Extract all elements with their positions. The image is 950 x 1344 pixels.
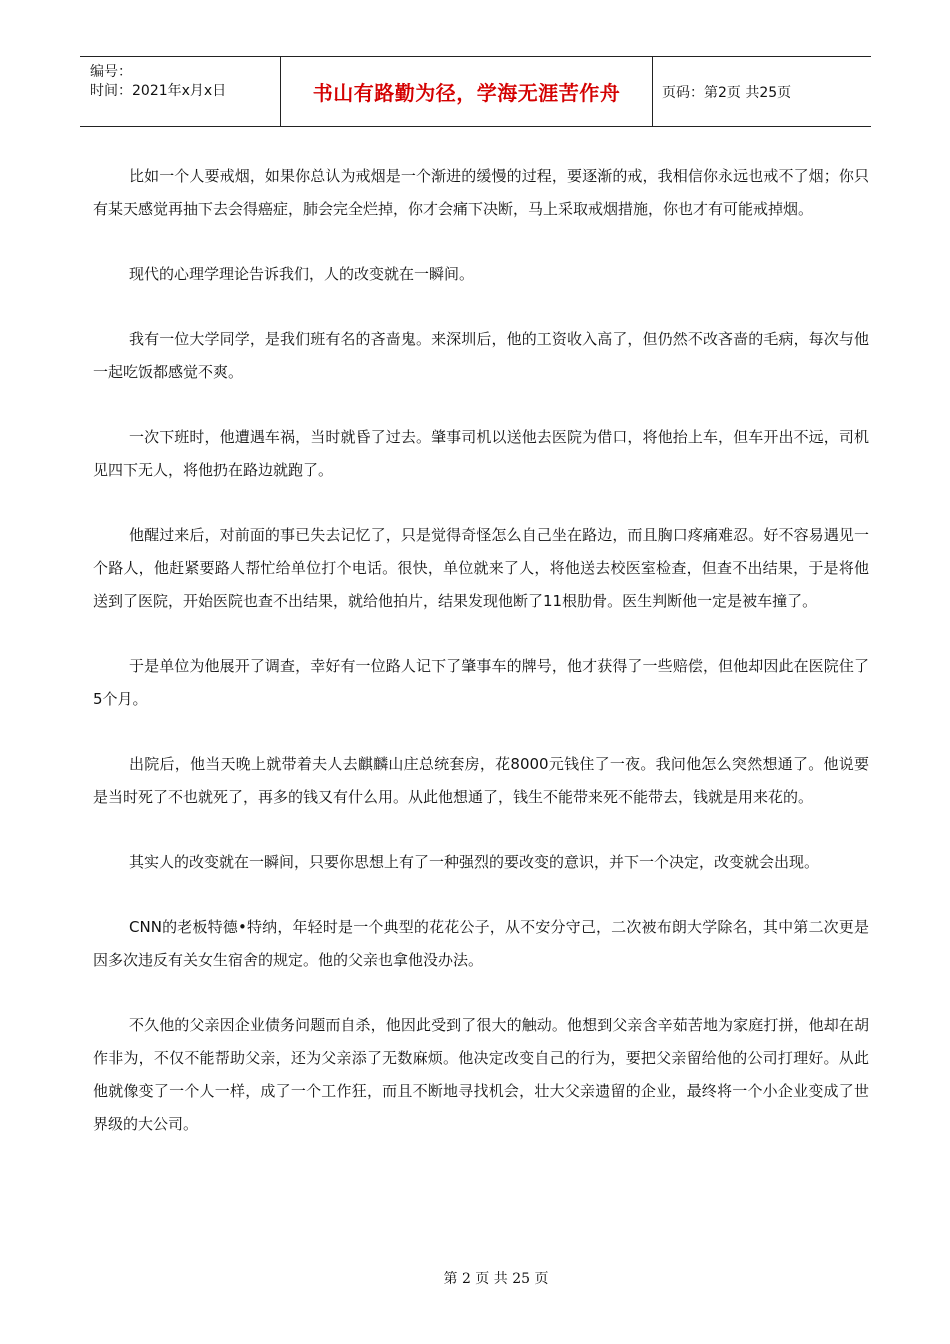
header-meta — [80, 57, 281, 126]
paragraph: 他醒过来后，对前面的事已失去记忆了，只是觉得奇怪怎么自己坐在路边，而且胸口疼痛难忍。好不容易遇见一个路人，他赶紧要路人帮忙给单位打个电话。很快，单位就来了人，将他送去校医室检查，但查不出结果，于是将他送到了医院，开始医院也查不出结果，就给他拍片，结果发现他断了11根肋骨。医生判断他一定是被车撞了。 — [93, 526, 869, 610]
page-header — [80, 56, 871, 127]
page-footer: 第 2 页 共 25 页 — [443, 1271, 549, 1287]
paragraph: 其实人的改变就在一瞬间，只要你思想上有了一种强烈的要改变的意识，并下一个决定，改变就会出现。 — [129, 853, 820, 871]
paragraph: 不久他的父亲因企业债务问题而自杀，他因此受到了很大的触动。他想到父亲含辛茹苦地为家庭打拼，他却在胡作非为，不仅不能帮助父亲，还为父亲添了无数麻烦。他决定改变自己的行为，要把父亲留给他的公司打理好。从此他就像变了一个人一样，成了一个工作狂，而且不断地寻找机会，壮大父亲遗留的企业，最终将一个小企业变成了世界级的大公司。 — [93, 1016, 869, 1133]
paragraph: 比如一个人要戒烟，如果你总认为戒烟是一个渐进的缓慢的过程，要逐渐的戒，我相信你永远也戒不了烟；你只有某天感觉再抽下去会得癌症，肺会完全烂掉，你才会痛下决断，马上采取戒烟措施，你也才有可能戒掉烟。 — [93, 167, 869, 218]
header-motto: 书山有路勤为径，学海无涯苦作舟 — [281, 57, 653, 126]
document-date: 时间：2021年x月x日 — [90, 83, 227, 99]
paragraph: 于是单位为他展开了调查，幸好有一位路人记下了肇事车的牌号，他才获得了一些赔偿，但他却因此在医院住了5个月。 — [93, 657, 869, 708]
document-body — [93, 160, 869, 1173]
paragraph: CNN的老板特德•特纳，年轻时是一个典型的花花公子，从不安分守己，二次被布朗大学除名，其中第二次更是因多次违反有关女生宿舍的规定。他的父亲也拿他没办法。 — [93, 918, 869, 969]
paragraph: 我有一位大学同学，是我们班有名的吝啬鬼。来深圳后，他的工资收入高了，但仍然不改吝啬的毛病，每次与他一起吃饭都感觉不爽。 — [93, 330, 869, 381]
paragraph: 出院后，他当天晚上就带着夫人去麒麟山庄总统套房，花8000元钱住了一夜。我问他怎么突然想通了。他说要是当时死了不也就死了，再多的钱又有什么用。从此他想通了，钱生不能带来死不能带去，钱就是用来花的。 — [93, 755, 869, 806]
paragraph: 一次下班时，他遭遇车祸，当时就昏了过去。肇事司机以送他去医院为借口，将他抬上车，但车开出不远，司机见四下无人，将他扔在路边就跑了。 — [93, 428, 869, 479]
document-number-label: 编号： — [90, 64, 132, 80]
header-page-info: 页码：第2页 共25页 — [662, 84, 792, 101]
paragraph: 现代的心理学理论告诉我们，人的改变就在一瞬间。 — [129, 265, 475, 283]
